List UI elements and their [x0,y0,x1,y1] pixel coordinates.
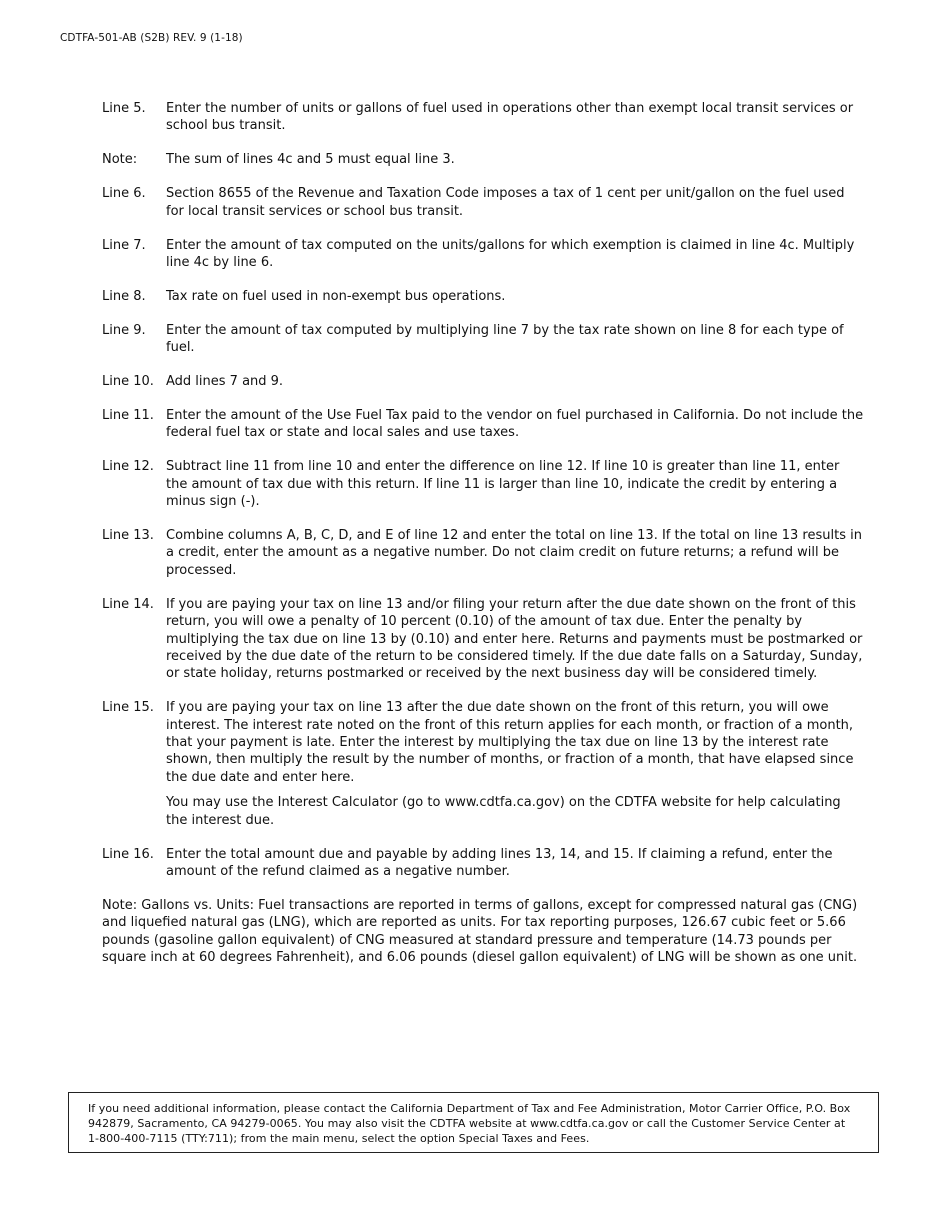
line-16-instruction [102,846,864,881]
interest-calculator-note: You may use the Interest Calculator (go to www.cdtfa.ca.gov) on the CDTFA website for help calculating the interest due. [166,795,841,828]
line-8-instruction [102,288,864,305]
instructions [102,100,864,967]
line-text: Combine columns A, B, C, D, and E of line 12 and enter the total on line 13. If the total on line 13 results in a credit, enter the amount as a negative number. Do not claim credit on future returns; a refund will be processed. [166,528,862,578]
line-label: Line 13. [102,528,154,543]
note-text: The sum of lines 4c and 5 must equal line 3. [166,152,455,168]
line-label: Line 11. [102,407,154,423]
line-12-instruction [102,458,864,510]
line-text: Enter the amount of tax computed by multiplying line 7 by the tax rate shown on line 8 for each type of fuel. [166,322,844,356]
line-text: Enter the amount of the Use Fuel Tax paid to the vendor on fuel purchased in California. Do not include the federal fuel tax or state and local sales and use taxes. [166,407,864,441]
line-7-instruction [102,237,864,272]
line-label: Line 6. [102,186,146,202]
line-label: Line 8. [102,288,146,304]
form-id: CDTFA-501-AB (S2B) REV. 9 (1-18) [60,32,243,44]
line-label: Line 16. [102,846,154,862]
gallons-units-note: Note: Gallons vs. Units: Fuel transactions are reported in terms of gallons, except for compressed natural gas (CNG) and liquefied natural gas (LNG), which are reported as units. For tax reporting purposes, 126.67 cubic feet or 5.66 pounds (gasoline gallon equivalent) of CNG measured at standard pressure and temperature (14.73 pounds per square inch at 60 degrees Fahrenheit), and 6.06 pounds (diesel gallon equivalent) of LNG will be shown as one unit. [102,897,858,966]
line-13-instruction [102,527,864,579]
line-9-instruction [102,322,864,357]
contact-info-box [68,1092,879,1153]
line-14-instruction [102,596,864,683]
line-5-instruction [102,100,864,135]
contact-info-text: If you need additional information, please contact the California Department of Tax and Fee Administration, Motor Carrier Office, P.O. Box 942879, Sacramento, CA 94279-0065. You may also visit the CDTFA website at www.cdtfa.ca.gov or call the Customer Service Center at 1-800-400-7115 (TTY:711); from the main menu, select the option Special Taxes and Fees. [88,1102,851,1146]
line-6-instruction [102,185,864,220]
line-label: Line 10. [102,374,154,390]
line-text: Section 8655 of the Revenue and Taxation Code imposes a tax of 1 cent per unit/gallon on the fuel used for local transit services or school bus transit. [166,186,845,219]
line-text: If you are paying your tax on line 13 and/or filing your return after the due date shown on the front of this return, you will owe a penalty of 10 percent (0.10) of the amount of tax due. Enter the penalty by multiplying the tax due on line 13 by (0.10) and enter here. Returns and payments must be postmarked or received by the due date of the return to be considered timely. If the due date falls on a Saturday, Sunday, or state holiday, returns postmarked or received by the next business day will be considered timely. [166,596,863,682]
line-text: Enter the total amount due and payable by adding lines 13, 14, and 15. If claiming a refund, enter the amount of the refund claimed as a negative number. [166,846,833,879]
line-label: Line 7. [102,237,146,253]
line-label: Line 14. [102,596,154,612]
line-label: Line 12. [102,459,154,475]
line-text: If you are paying your tax on line 13 after the due date shown on the front of this return, you will owe interest. The interest rate noted on the front of this return applies for each month, or fraction of a month, that your payment is late. Enter the interest by multiplying the tax due on line 13 by the interest rate shown, then multiply the result by the number of months, or fraction of a month, that have elapsed since the due date and enter here. [166,700,854,785]
line-label: Line 5. [102,101,146,116]
note-instruction [102,151,864,168]
note-label: Note: [102,152,138,168]
line-11-instruction [102,407,864,442]
line-text: Enter the number of units or gallons of fuel used in operations other than exempt local transit services or school bus transit. [166,101,854,134]
line-text: Tax rate on fuel used in non-exempt bus operations. [166,288,506,304]
line-10-instruction [102,373,864,390]
line-text: Add lines 7 and 9. [166,374,284,390]
line-text: Subtract line 11 from line 10 and enter the difference on line 12. If line 10 is greater than line 11, enter the amount of tax due with this return. If line 11 is larger than line 10, indicate the credit by entering a minus sign (-). [166,459,840,510]
line-15-instruction [102,699,864,829]
line-text: Enter the amount of tax computed on the units/gallons for which exemption is claimed in line 4c. Multiply line 4c by line 6. [166,237,855,270]
line-label: Line 15. [102,700,154,716]
line-label: Line 9. [102,322,146,338]
